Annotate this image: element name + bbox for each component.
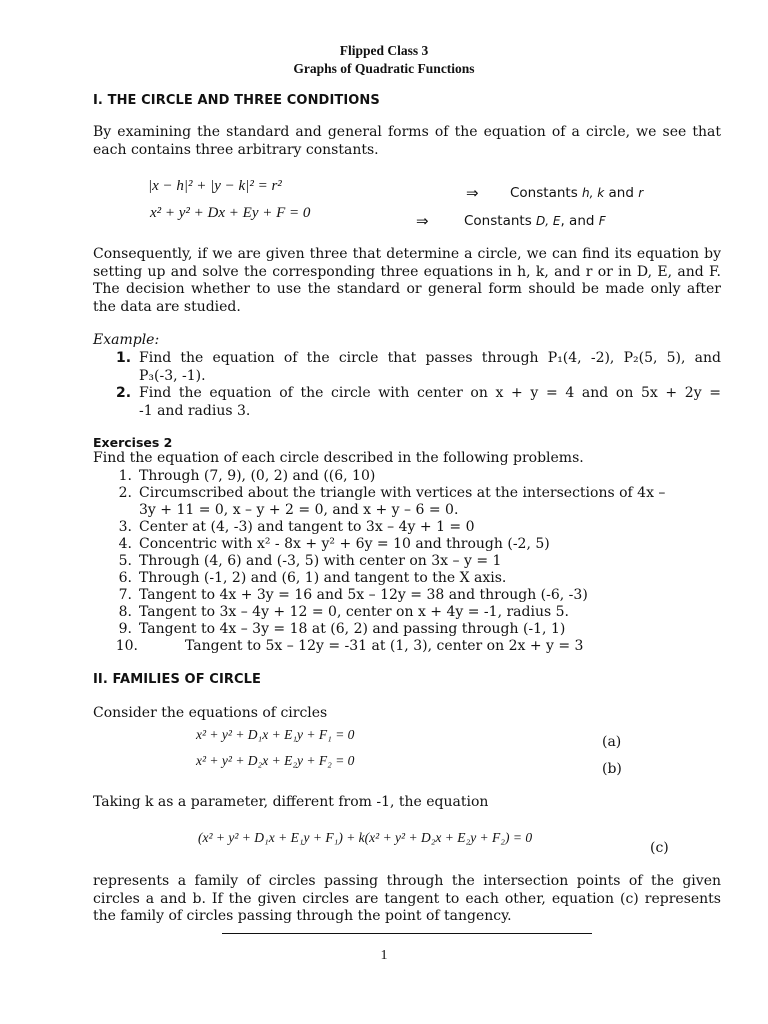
example-1-line-2: P₃(-3, -1). xyxy=(139,367,206,384)
example-2-number: 2. xyxy=(116,385,132,401)
exercise-text: Tangent to 3x – 4y + 12 = 0, center on x + 4y = -1, radius 5. xyxy=(139,604,569,620)
exercise-text-continued: 3y + 11 = 0, x – y + 2 = 0, and x + y – 6 = 0. xyxy=(139,502,459,518)
general-form-equation: x² + y² + Dx + Ey + F = 0 xyxy=(150,205,311,221)
constants-label: Constants xyxy=(510,185,583,201)
exercise-number: 10. xyxy=(115,638,138,654)
constants-vars: h, k xyxy=(582,186,605,200)
constants-and: , and xyxy=(560,213,599,229)
exercises-heading: Exercises 2 xyxy=(93,435,173,450)
footer-divider xyxy=(222,933,592,934)
equation-label-c: (c) xyxy=(650,840,669,856)
constants-line-2 xyxy=(464,213,606,229)
page-number: 1 xyxy=(380,948,388,963)
section-1-heading: I. THE CIRCLE AND THREE CONDITIONS xyxy=(93,93,380,108)
exercise-text: Center at (4, -3) and tangent to 3x – 4y + 1 = 0 xyxy=(139,519,475,535)
exercise-text: Tangent to 4x + 3y = 16 and 5x – 12y = 38 and through (-6, -3) xyxy=(139,587,588,603)
represents-paragraph: represents a family of circles passing through the intersection points of the given circles a and b. If the given circles are tangent to each other, equation (c) represents the family of circles passing through the point of tangency. xyxy=(93,873,721,924)
exercise-text: Tangent to 5x – 12y = -31 at (1, 3), center on 2x + y = 3 xyxy=(185,638,584,654)
exercise-text: Through (-1, 2) and (6, 1) and tangent to the X axis. xyxy=(139,570,507,586)
family-equation: (x² + y² + D₁x + E₁y + F₁) + k(x² + y² + D₂x + E₂y + F₂) = 0 xyxy=(198,830,533,845)
document-subtitle: Graphs of Quadratic Functions xyxy=(293,61,475,76)
exercise-number: 8. xyxy=(118,604,132,620)
exercise-text: Circumscribed about the triangle with vertices at the intersections of 4x – xyxy=(139,485,666,501)
exercise-number: 2. xyxy=(118,485,132,501)
example-1-number: 1. xyxy=(116,350,132,366)
section-1-intro: By examining the standard and general forms of the equation of a circle, we see that each contains three arbitrary constants. xyxy=(93,124,721,158)
example-2-text xyxy=(139,385,721,420)
implies-arrow-2: ⇒ xyxy=(416,212,429,230)
constants-line-1 xyxy=(510,185,643,201)
exercise-number: 7. xyxy=(118,587,132,603)
exercise-number: 1. xyxy=(118,468,132,484)
example-2-line-1: Find the equation of the circle with center on x + y = 4 and on 5x + 2y = xyxy=(139,385,721,401)
constants-last: F xyxy=(598,214,606,228)
exercise-text: Through (7, 9), (0, 2) and ((6, 10) xyxy=(139,468,376,484)
constants-last: r xyxy=(638,186,644,200)
constants-vars: D, E xyxy=(536,214,561,228)
equation-label-b: (b) xyxy=(602,761,622,777)
taking-k-text: Taking k as a parameter, different from -1, the equation xyxy=(93,794,489,810)
consequently-paragraph: Consequently, if we are given three that determine a circle, we can find its equation by setting up and solve the corresponding three equations in h, k, and r or in D, E, and F. The decision whether to use the standard or general form should be made only after the data are studied. xyxy=(93,246,721,315)
exercise-text: Concentric with x² - 8x + y² + 6y = 10 and through (-2, 5) xyxy=(139,536,550,552)
constants-label: Constants xyxy=(464,213,537,229)
document-title: Flipped Class 3 xyxy=(339,43,429,58)
exercise-text: Through (4, 6) and (-3, 5) with center on 3x – y = 1 xyxy=(139,553,502,569)
exercise-number: 3. xyxy=(118,519,132,535)
circle-a-equation: x² + y² + D₁x + E₁y + F₁ = 0 xyxy=(196,727,355,742)
example-2-line-2: -1 and radius 3. xyxy=(139,402,251,419)
implies-arrow-1: ⇒ xyxy=(466,184,479,202)
example-1-line-1: Find the equation of the circle that passes through P₁(4, -2), P₂(5, 5), and xyxy=(139,350,721,366)
example-label: Example: xyxy=(93,332,160,348)
example-1-text xyxy=(139,350,721,385)
constants-and: and xyxy=(604,185,639,201)
circle-b-equation: x² + y² + D₂x + E₂y + F₂ = 0 xyxy=(196,753,355,768)
standard-form-equation: |x − h|² + |y − k|² = r² xyxy=(148,178,282,194)
equation-label-a: (a) xyxy=(602,734,622,750)
exercise-number: 9. xyxy=(118,621,132,637)
section-2-heading: II. FAMILIES OF CIRCLE xyxy=(93,672,262,687)
exercise-number: 6. xyxy=(118,570,132,586)
exercise-number: 4. xyxy=(118,536,132,552)
consider-text: Consider the equations of circles xyxy=(93,705,328,721)
exercises-intro: Find the equation of each circle described in the following problems. xyxy=(93,450,584,466)
exercise-number: 5. xyxy=(118,553,132,569)
exercise-text: Tangent to 4x – 3y = 18 at (6, 2) and passing through (-1, 1) xyxy=(139,621,566,637)
